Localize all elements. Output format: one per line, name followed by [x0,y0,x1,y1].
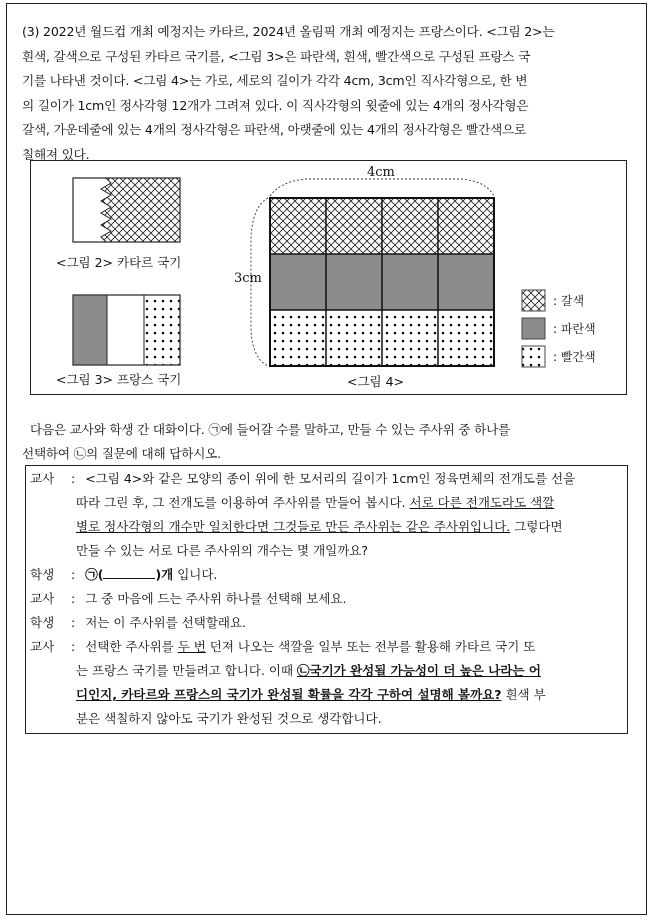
blank-unit: )개 [155,567,174,582]
underlined-text: 별로 정사각형의 개수만 일치한다면 그것들로 만든 주사위는 같은 주사위입니다. [76,519,511,534]
legend-blue-label: : 파란색 [553,322,596,336]
dialog-text: 는 프랑스 국기를 만들려고 합니다. 이때 [76,663,298,678]
france-flag [73,295,180,365]
dialog-line: 분은 색칠하지 않아도 국기가 완성된 것으로 생각합니다. [76,711,382,726]
problem-intro [22,20,632,167]
dialog-text: <그림 4>와 같은 모양의 종이 위에 한 모서리의 길이가 1cm인 정육면체의 전개도를 선을 [85,471,576,486]
dialog-text: 입니다. [173,567,218,582]
intro-line: 갈색, 가운데줄에 있는 4개의 정사각형은 파란색, 아랫줄에 있는 4개의 정사각형은 빨간색으로 [22,122,526,137]
intro-line: 칠해져 있다. [22,146,90,162]
dialog-line: 학생 : 저는 이 주사위를 선택할래요. [30,611,246,635]
dialog-text: 흰색 부 [501,687,546,702]
dialog-line: 학생 : ㉠( )개 입니다. [30,563,217,587]
intro-line: (3) 2022년 월드컵 개최 예정지는 카타르, 2024년 올림픽 개최 예정지는 프랑스이다. <그림 2>는 [22,24,555,39]
figure4-caption: <그림 4> [347,374,405,389]
dialog-text: 저는 이 주사위를 선택할래요. [85,615,247,630]
intro-line: 의 길이가 1cm인 정사각형 12개가 그려져 있다. 이 직사각형의 윗줄에 있는 4개의 정사각형은 [22,97,529,113]
dialog-box [25,465,628,734]
dialog-line: 교사 : 선택한 주사위를 두 번 던져 나오는 색깔을 일부 또는 전부를 활용해 카타르 국기 또 [30,635,535,659]
width-label: 4cm [367,165,395,180]
height-label: 3cm [234,271,262,286]
question-prompt: 디인지, 카타르와 프랑스의 국기가 완성될 확률을 각각 구하여 설명해 볼까요? [76,687,502,702]
speaker-student: 학생 [30,567,55,582]
legend-blue-swatch [522,318,545,339]
france-caption: <그림 3> 프랑스 국기 [56,372,182,387]
answer-blank [103,566,155,579]
question-line: 선택하여 ㉡의 질문에 대해 답하시오. [22,446,221,461]
speaker-teacher: 교사 [30,591,55,606]
qatar-caption: <그림 2> 카타르 국기 [56,255,182,270]
figure-box [30,160,627,395]
dialog-text: 선택한 주사위를 [85,639,178,654]
legend-brown-label: : 갈색 [553,294,585,308]
question-prompt: ㉡국기가 완성될 가능성이 더 높은 나라는 어 [297,663,541,678]
speaker-teacher: 교사 [30,471,55,486]
dialog-line: 만들 수 있는 서로 다른 주사위의 개수는 몇 개일까요? [76,543,368,558]
dialog-text: 던져 나오는 색깔을 일부 또는 전부를 활용해 카타르 국기 또 [205,639,536,654]
dialog-text: 그 중 마음에 드는 주사위 하나를 선택해 보세요. [85,591,347,606]
figure-drawing [31,161,625,393]
legend-red-swatch [522,346,545,367]
legend-brown-swatch [522,290,545,311]
question-text [22,418,632,466]
dialog-line: 교사 : 그 중 마음에 드는 주사위 하나를 선택해 보세요. [30,587,346,611]
question-line: 다음은 교사와 학생 간 대화이다. ㉠에 들어갈 수를 말하고, 만들 수 있는 주사위 중 하나를 [30,422,511,437]
dialog-text: 그렇다면 [510,519,563,534]
figure4-grid [251,179,494,366]
intro-line: 기를 나타낸 것이다. <그림 4>는 가로, 세로의 길이가 각각 4cm, 3cm인 직사각형으로, 한 변 [22,73,528,88]
intro-line: 흰색, 갈색으로 구성된 카타르 국기를, <그림 3>은 파란색, 흰색, 빨간색으로 구성된 프랑스 국 [22,48,531,64]
dialog-line: 교사 : <그림 4>와 같은 모양의 종이 위에 한 모서리의 길이가 1cm인 정육면체의 전개도를 선을 [30,467,575,491]
speaker-student: 학생 [30,615,55,630]
dialog-line [76,683,546,707]
dialog-line [76,491,554,515]
underlined-text: 서로 다른 전개도라도 색깔 [409,495,555,510]
legend-red-label: : 빨간색 [553,350,596,364]
dialog-line [76,515,563,539]
dialog-text: 따라 그린 후, 그 전개도를 이용하여 주사위를 만들어 봅시다. [76,495,410,510]
qatar-flag [73,178,180,242]
speaker-teacher: 교사 [30,639,55,654]
blank-mark: ㉠( [85,567,104,582]
underlined-text: 두 번 [177,639,206,654]
dialog-line [76,659,541,683]
